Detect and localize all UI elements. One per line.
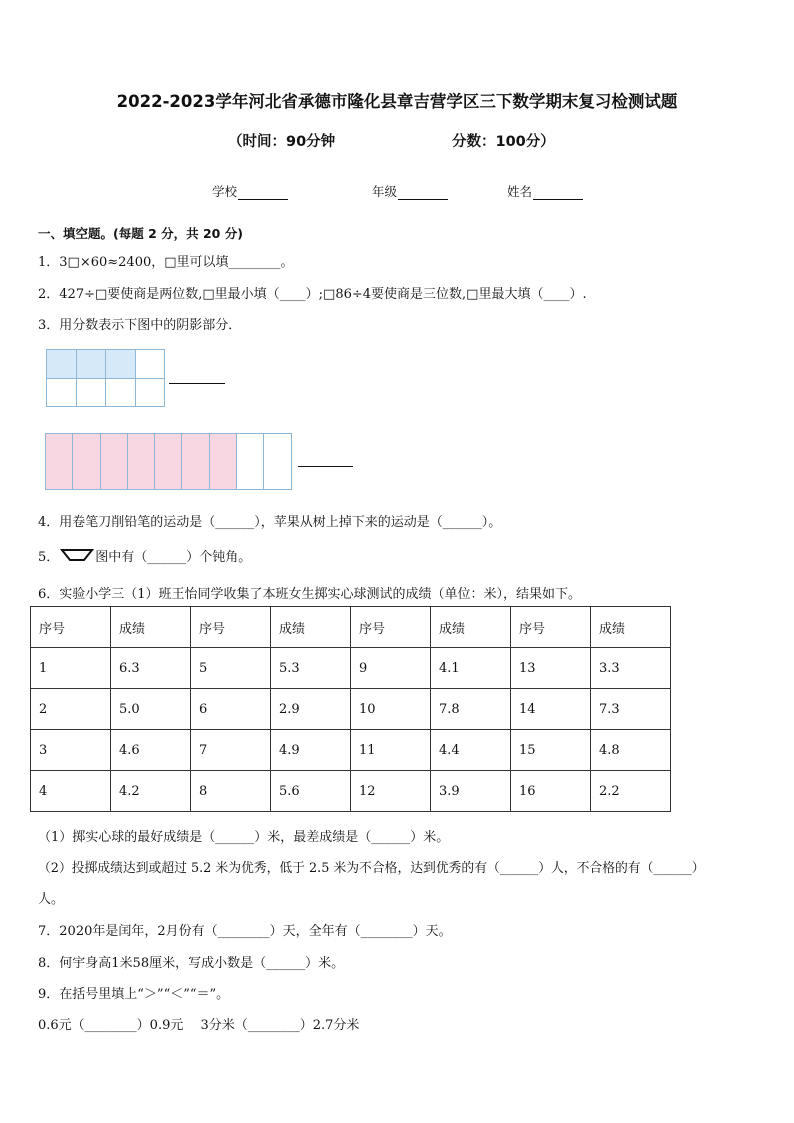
shaded-cell <box>155 434 182 490</box>
table-cell: 4.6 <box>111 730 191 771</box>
table-row <box>31 648 671 689</box>
table-header: 成绩 <box>271 607 351 648</box>
table-cell: 4 <box>31 771 111 812</box>
question-6-part-1: （1）掷实心球的最好成绩是（______）米，最差成绩是（______）米。 <box>38 830 450 845</box>
question-9: 9．在括号里填上“＞”“＜”“＝”。 <box>38 987 230 1002</box>
question-4: 4．用卷笔刀削铅笔的运动是（______），苹果从树上掉下来的运动是（______）。 <box>38 515 502 530</box>
school-blank[interactable] <box>238 186 288 200</box>
answer-line-grid-2[interactable] <box>298 466 353 467</box>
table-cell: 3 <box>31 730 111 771</box>
fraction-grid-1 <box>46 349 165 407</box>
trapezoid-figure <box>60 548 94 562</box>
exam-time: （时间：90分钟 <box>228 134 336 150</box>
empty-cell <box>106 379 136 408</box>
table-header: 成绩 <box>591 607 671 648</box>
table-row <box>31 689 671 730</box>
name-label: 姓名 <box>507 184 533 199</box>
table-cell: 4.1 <box>431 648 511 689</box>
fraction-grid-2 <box>45 433 292 490</box>
table-cell: 3.3 <box>591 648 671 689</box>
table-cell: 13 <box>511 648 591 689</box>
table-cell: 5 <box>191 648 271 689</box>
table-cell: 4.4 <box>431 730 511 771</box>
table-header-row <box>31 607 671 648</box>
name-blank[interactable] <box>533 186 583 200</box>
question-6: 6．实验小学三（1）班王怡同学收集了本班女生掷实心球测试的成绩（单位：米），结果如下。 <box>38 587 582 602</box>
table-cell: 3.9 <box>431 771 511 812</box>
table-cell: 5.6 <box>271 771 351 812</box>
table-row <box>31 730 671 771</box>
grade-label: 年级 <box>372 184 398 199</box>
table-cell: 8 <box>191 771 271 812</box>
table-cell: 12 <box>351 771 431 812</box>
table-cell: 11 <box>351 730 431 771</box>
shaded-cell <box>210 434 237 490</box>
table-header: 序号 <box>351 607 431 648</box>
table-cell: 7 <box>191 730 271 771</box>
school-label: 学校 <box>212 184 238 199</box>
question-5-number: 5． <box>38 550 60 565</box>
question-6-part-2-end: 人。 <box>38 892 65 907</box>
question-2: 2．427÷□要使商是两位数,□里最小填（____）;□86÷4要使商是三位数,□里最大填（____）. <box>38 287 587 302</box>
shaded-cell <box>128 434 155 490</box>
table-cell: 6.3 <box>111 648 191 689</box>
section-heading: 一、填空题。(每题 2 分，共 20 分) <box>38 226 243 241</box>
table-header: 成绩 <box>431 607 511 648</box>
question-6-part-2: （2）投掷成绩达到或超过 5.2 米为优秀，低于 2.5 米为不合格，达到优秀的有（______）人，不合格的有（______） <box>38 861 705 876</box>
question-1: 1．3□×60≈2400，□里可以填________。 <box>38 255 294 270</box>
empty-cell <box>77 379 107 408</box>
table-cell: 5.0 <box>111 689 191 730</box>
table-cell: 6 <box>191 689 271 730</box>
exam-score: 分数：100分） <box>452 134 555 150</box>
grade-field[interactable] <box>372 182 448 200</box>
shaded-cell <box>101 434 128 490</box>
shaded-cell <box>106 350 136 379</box>
school-field[interactable] <box>212 182 288 200</box>
table-cell: 4.9 <box>271 730 351 771</box>
question-5-text: 图中有（______）个钝角。 <box>95 550 252 565</box>
table-cell: 1 <box>31 648 111 689</box>
score-table <box>30 606 671 812</box>
table-cell: 4.2 <box>111 771 191 812</box>
table-cell: 7.8 <box>431 689 511 730</box>
question-7: 7．2020年是闰年，2月份有（________）天，全年有（________）天。 <box>38 924 452 939</box>
question-3: 3．用分数表示下图中的阴影部分． <box>38 318 242 333</box>
empty-cell <box>136 350 166 379</box>
table-cell: 2.2 <box>591 771 671 812</box>
table-header: 序号 <box>191 607 271 648</box>
shaded-cell <box>73 434 100 490</box>
table-cell: 2.9 <box>271 689 351 730</box>
shaded-cell <box>47 350 77 379</box>
table-cell: 16 <box>511 771 591 812</box>
table-cell: 14 <box>511 689 591 730</box>
table-cell: 9 <box>351 648 431 689</box>
question-9-items: 0.6元（________）0.9元 3分米（________）2.7分米 <box>38 1018 360 1033</box>
table-cell: 4.8 <box>591 730 671 771</box>
question-8: 8．何宇身高1米58厘米，写成小数是（______）米。 <box>38 956 345 971</box>
shaded-cell <box>77 350 107 379</box>
empty-cell <box>264 434 291 490</box>
shaded-cell <box>182 434 209 490</box>
empty-cell <box>237 434 264 490</box>
table-header: 序号 <box>31 607 111 648</box>
question-5 <box>38 546 251 565</box>
table-cell: 2 <box>31 689 111 730</box>
table-cell: 5.3 <box>271 648 351 689</box>
table-cell: 15 <box>511 730 591 771</box>
name-field[interactable] <box>507 182 583 200</box>
table-cell: 7.3 <box>591 689 671 730</box>
page-title: 2022-2023学年河北省承德市隆化县章吉营学区三下数学期末复习检测试题 <box>116 92 678 111</box>
empty-cell <box>47 379 77 408</box>
table-row <box>31 771 671 812</box>
table-cell: 10 <box>351 689 431 730</box>
shaded-cell <box>46 434 73 490</box>
answer-line-grid-1[interactable] <box>169 383 225 384</box>
table-header: 成绩 <box>111 607 191 648</box>
table-header: 序号 <box>511 607 591 648</box>
empty-cell <box>136 379 166 408</box>
grade-blank[interactable] <box>398 186 448 200</box>
